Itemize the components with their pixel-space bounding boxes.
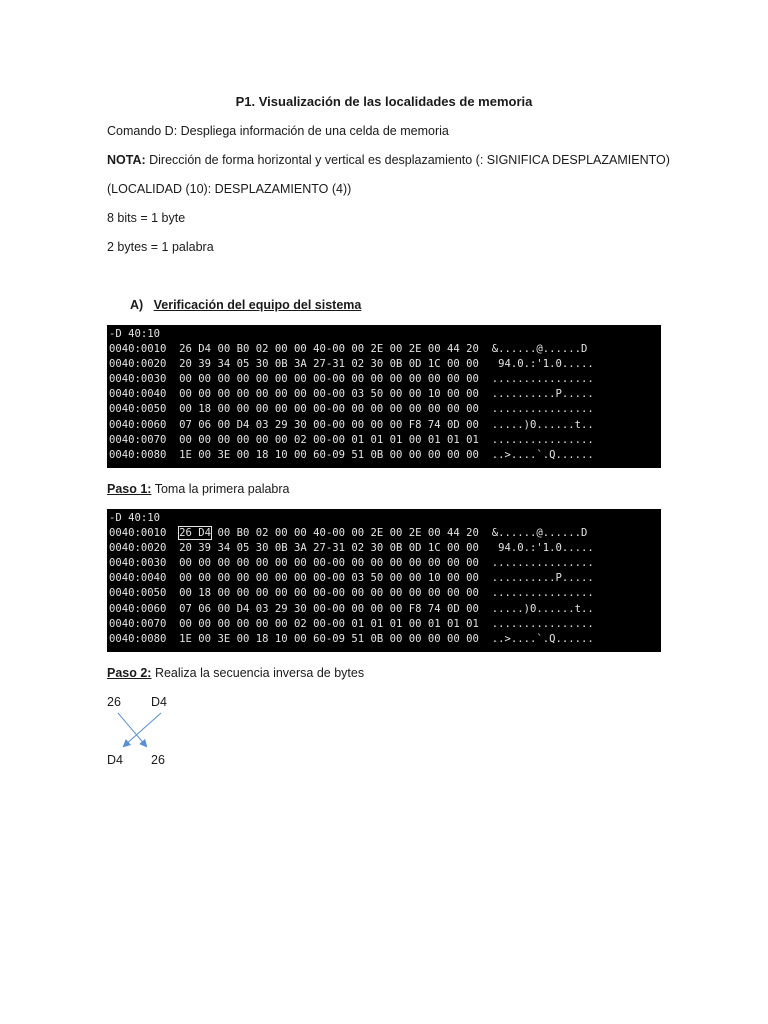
row-address: 0040:0080 <box>109 632 167 645</box>
row-hex-bytes: 00 00 00 00 00 00-00 00 00 00 00 00 00 00 <box>211 557 479 570</box>
row-hex-bytes: 00 00 00 00 00 00-00 03 50 00 00 10 00 00 <box>211 572 479 585</box>
row-hex-first-word: 00 18 <box>179 587 212 600</box>
row-address: 0040:0010 <box>109 343 167 356</box>
bytes-text: 2 bytes = 1 palabra <box>107 240 214 254</box>
row-address: 0040:0010 <box>109 527 167 540</box>
terminal-row <box>109 418 659 433</box>
arrow-line-26-down-right <box>118 713 146 746</box>
row-ascii: ..>....`.Q...... <box>491 448 594 461</box>
swap-top-right: D4 <box>151 695 167 709</box>
comando-description: Comando D: Despliega información de una celda de memoria <box>107 124 449 138</box>
row-hex-bytes: 00 00 00 00 00 00-00 00 00 00 00 00 00 00 <box>211 587 479 600</box>
row-hex-bytes: 00 00 00 00 00 00-00 00 00 00 00 00 00 00 <box>211 373 479 386</box>
row-hex-first-word: 1E 00 <box>179 632 212 645</box>
paso2-label: Paso 2: <box>107 666 152 680</box>
row-hex-first-word: 00 00 <box>179 572 212 585</box>
row-hex-first-word: 00 00 <box>179 373 212 386</box>
row-ascii: &......@......D <box>491 343 588 356</box>
row-address: 0040:0030 <box>109 373 167 386</box>
row-hex-bytes: 00 00 00 00 00 00-00 00 00 00 00 00 00 00 <box>211 403 479 416</box>
terminal-row <box>109 526 659 541</box>
row-ascii: ..........P..... <box>491 388 594 401</box>
row-address: 0040:0040 <box>109 572 167 585</box>
nota-text: Dirección de forma horizontal y vertical es desplazamiento (: SIGNIFICA DESPLAZAMIENTO) <box>145 153 670 167</box>
terminal-command: -D 40:10 <box>109 328 161 340</box>
row-hex-bytes: 00 00 00 00 02 00-00 01 01 01 00 01 01 01 <box>211 617 479 630</box>
nota-paragraph <box>107 153 670 167</box>
section-a-title: Verificación del equipo del sistema <box>153 298 362 312</box>
terminal-row <box>109 448 659 463</box>
row-hex-first-word: 00 00 <box>179 557 212 570</box>
row-ascii: ..>....`.Q...... <box>491 632 594 645</box>
row-hex-first-word: 26 D4 <box>179 527 212 540</box>
row-ascii: ................ <box>491 433 594 446</box>
paso1-text: Toma la primera palabra <box>151 482 290 496</box>
row-hex-first-word: 07 06 <box>179 602 212 615</box>
row-hex-first-word: 1E 00 <box>179 448 212 461</box>
terminal-row <box>109 342 659 357</box>
swap-top-left: 26 <box>107 695 121 709</box>
nota-label: NOTA: <box>107 153 146 167</box>
terminal-row <box>109 617 659 632</box>
row-address: 0040:0020 <box>109 542 167 555</box>
row-hex-bytes: 00 B0 02 00 00 40-00 00 2E 00 2E 00 44 20 <box>211 527 479 540</box>
row-address: 0040:0050 <box>109 403 167 416</box>
row-hex-bytes: 3E 00 18 10 00 60-09 51 0B 00 00 00 00 00 <box>211 448 479 461</box>
row-hex-bytes: 3E 00 18 10 00 60-09 51 0B 00 00 00 00 00 <box>211 632 479 645</box>
paso2-text: Realiza la secuencia inversa de bytes <box>151 666 365 680</box>
row-ascii: 94.0.:'1.0..... <box>491 358 594 371</box>
row-address: 0040:0070 <box>109 617 167 630</box>
row-ascii: ................ <box>491 617 594 630</box>
row-ascii: ................ <box>491 373 594 386</box>
swap-bottom-right: 26 <box>151 753 165 767</box>
row-address: 0040:0060 <box>109 602 167 615</box>
paso2-paragraph <box>107 666 364 680</box>
bits-text: 8 bits = 1 byte <box>107 211 186 225</box>
terminal-row <box>109 632 659 647</box>
section-a-heading <box>130 298 361 312</box>
section-a-label: A) <box>130 298 144 312</box>
row-address: 0040:0050 <box>109 587 167 600</box>
terminal-row <box>109 357 659 372</box>
debug-terminal-2 <box>107 509 661 652</box>
localidad-text: (LOCALIDAD (10): DESPLAZAMIENTO (4)) <box>107 182 352 196</box>
arrow-line-d4-down-left <box>124 713 161 746</box>
row-hex-first-word: 20 39 <box>179 542 212 555</box>
terminal-row <box>109 586 659 601</box>
terminal-command: -D 40:10 <box>109 512 161 524</box>
row-hex-first-word: 20 39 <box>179 358 212 371</box>
terminal-row <box>109 571 659 586</box>
row-hex-first-word: 00 00 <box>179 433 212 446</box>
row-hex-bytes: 00 D4 03 29 30 00-00 00 00 00 F8 74 0D 00 <box>211 418 479 431</box>
row-hex-first-word: 00 18 <box>179 403 212 416</box>
row-address: 0040:0060 <box>109 418 167 431</box>
row-ascii: ................ <box>491 587 594 600</box>
terminal-row <box>109 602 659 617</box>
row-hex-bytes: 00 00 00 00 02 00-00 01 01 01 00 01 01 01 <box>211 433 479 446</box>
debug-terminal-1 <box>107 325 661 468</box>
row-ascii: ................ <box>491 403 594 416</box>
row-hex-bytes: 00 00 00 00 00 00-00 03 50 00 00 10 00 00 <box>211 388 479 401</box>
page-title: P1. Visualización de las localidades de memoria <box>235 94 533 109</box>
row-address: 0040:0040 <box>109 388 167 401</box>
paso1-paragraph <box>107 482 290 496</box>
row-hex-first-word: 26 D4 <box>179 343 212 356</box>
row-address: 0040:0020 <box>109 358 167 371</box>
row-ascii: ..........P..... <box>491 572 594 585</box>
row-ascii: 94.0.:'1.0..... <box>491 542 594 555</box>
row-hex-bytes: 34 05 30 0B 3A 27-31 02 30 0B 0D 1C 00 00 <box>211 542 479 555</box>
row-address: 0040:0030 <box>109 557 167 570</box>
row-ascii: ................ <box>491 557 594 570</box>
row-hex-bytes: 00 B0 02 00 00 40-00 00 2E 00 2E 00 44 20 <box>211 343 479 356</box>
row-hex-bytes: 34 05 30 0B 3A 27-31 02 30 0B 0D 1C 00 00 <box>211 358 479 371</box>
row-ascii: &......@......D <box>491 527 588 540</box>
swap-bottom-left: D4 <box>107 753 123 767</box>
terminal-row <box>109 433 659 448</box>
row-address: 0040:0080 <box>109 448 167 461</box>
row-hex-bytes: 00 D4 03 29 30 00-00 00 00 00 F8 74 0D 00 <box>211 602 479 615</box>
terminal-row <box>109 541 659 556</box>
terminal-row <box>109 402 659 417</box>
terminal-row <box>109 556 659 571</box>
terminal-row <box>109 372 659 387</box>
row-hex-first-word: 00 00 <box>179 388 212 401</box>
row-address: 0040:0070 <box>109 433 167 446</box>
terminal-row <box>109 387 659 402</box>
row-hex-first-word: 07 06 <box>179 418 212 431</box>
row-ascii: .....)0......t.. <box>491 602 594 615</box>
row-hex-first-word: 00 00 <box>179 617 212 630</box>
paso1-label: Paso 1: <box>107 482 152 496</box>
row-ascii: .....)0......t.. <box>491 418 594 431</box>
